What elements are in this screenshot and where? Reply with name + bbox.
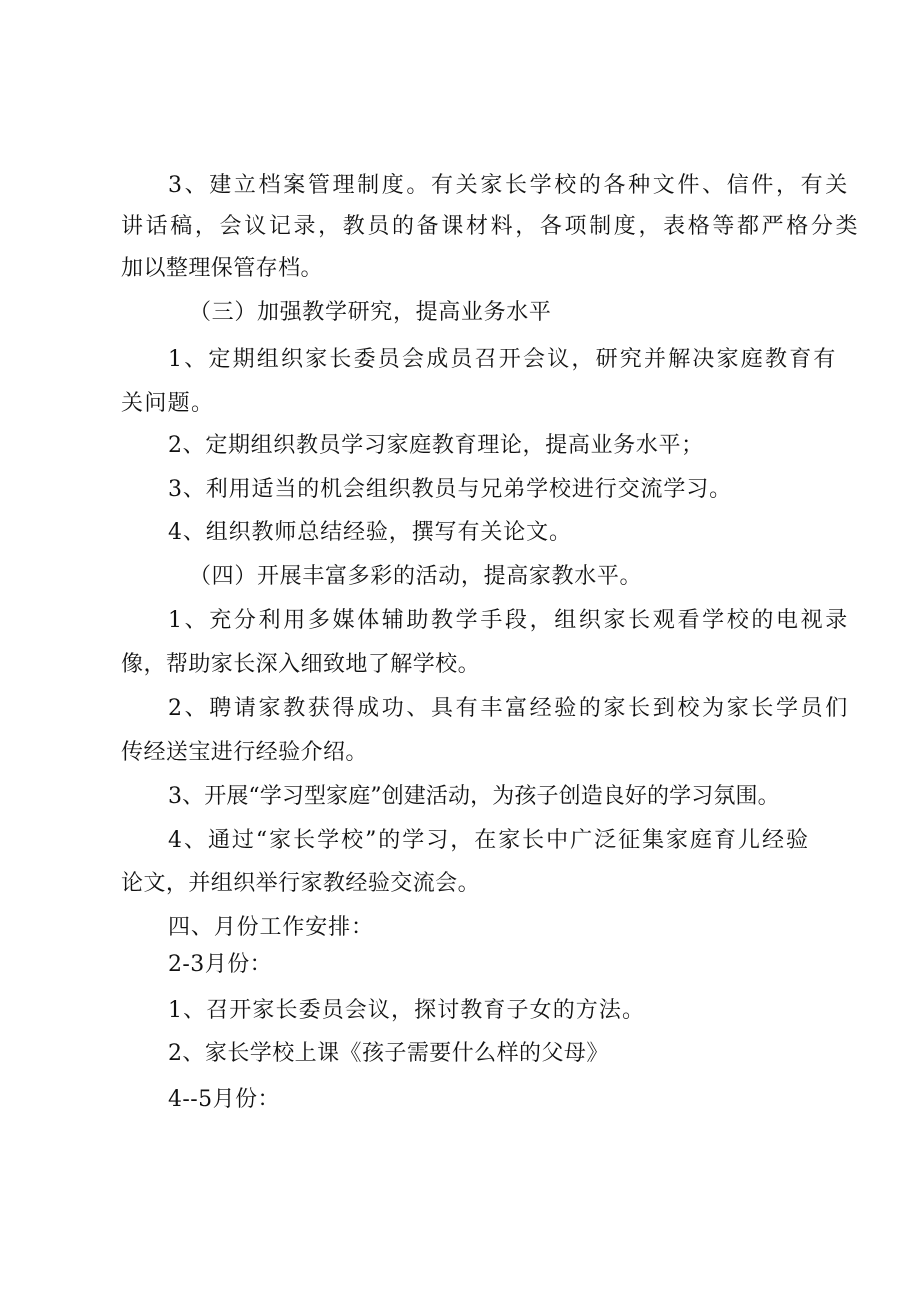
section-heading: （三）加强教学研究，提高业务水平	[189, 300, 552, 325]
section-heading: （四）开展丰富多彩的活动，提高家教水平。	[189, 564, 643, 589]
paragraph-line: 2、定期组织教员学习家庭教育理论，提高业务水平；	[168, 433, 704, 458]
paragraph-line: 3、利用适当的机会组织教员与兄弟学校进行交流学习。	[168, 477, 732, 502]
paragraph-line: 3、建立档案管理制度。有关家长学校的各种文件、信件，有关	[168, 173, 850, 198]
paragraph-line: 关问题。	[121, 391, 215, 416]
month-heading: 4--5月份：	[168, 1087, 280, 1112]
paragraph-line: 4、通过“家长学校”的学习，在家长中广泛征集家庭育儿经验	[168, 828, 810, 853]
paragraph-line: 4、组织教师总结经验，撰写有关论文。	[168, 520, 572, 545]
paragraph-line: 加以整理保管存档。	[121, 256, 323, 281]
paragraph-line: 传经送宝进行经验介绍。	[121, 740, 368, 765]
paragraph-line: 讲话稿，会议记录，教员的备课材料，各项制度，表格等都严格分类	[121, 214, 861, 239]
paragraph-line: 1、召开家长委员会议，探讨教育子女的方法。	[168, 998, 646, 1023]
paragraph-line: 论文，并组织举行家教经验交流会。	[121, 871, 481, 896]
paragraph-line: 2、家长学校上课《孩子需要什么样的父母》	[168, 1041, 609, 1066]
paragraph-line: 像，帮助家长深入细致地了解学校。	[121, 652, 481, 677]
paragraph-line: 1、定期组织家长委员会成员召开会议，研究并解决家庭教育有	[168, 347, 838, 372]
section-heading: 四、月份工作安排：	[168, 915, 374, 940]
paragraph-line: 3、开展“学习型家庭”创建活动，为孩子创造良好的学习氛围。	[168, 784, 780, 809]
paragraph-line: 1、充分利用多媒体辅助教学手段，组织家长观看学校的电视录	[168, 608, 850, 633]
month-heading: 2-3月份：	[168, 952, 273, 977]
paragraph-line: 2、聘请家教获得成功、具有丰富经验的家长到校为家长学员们	[168, 696, 850, 721]
